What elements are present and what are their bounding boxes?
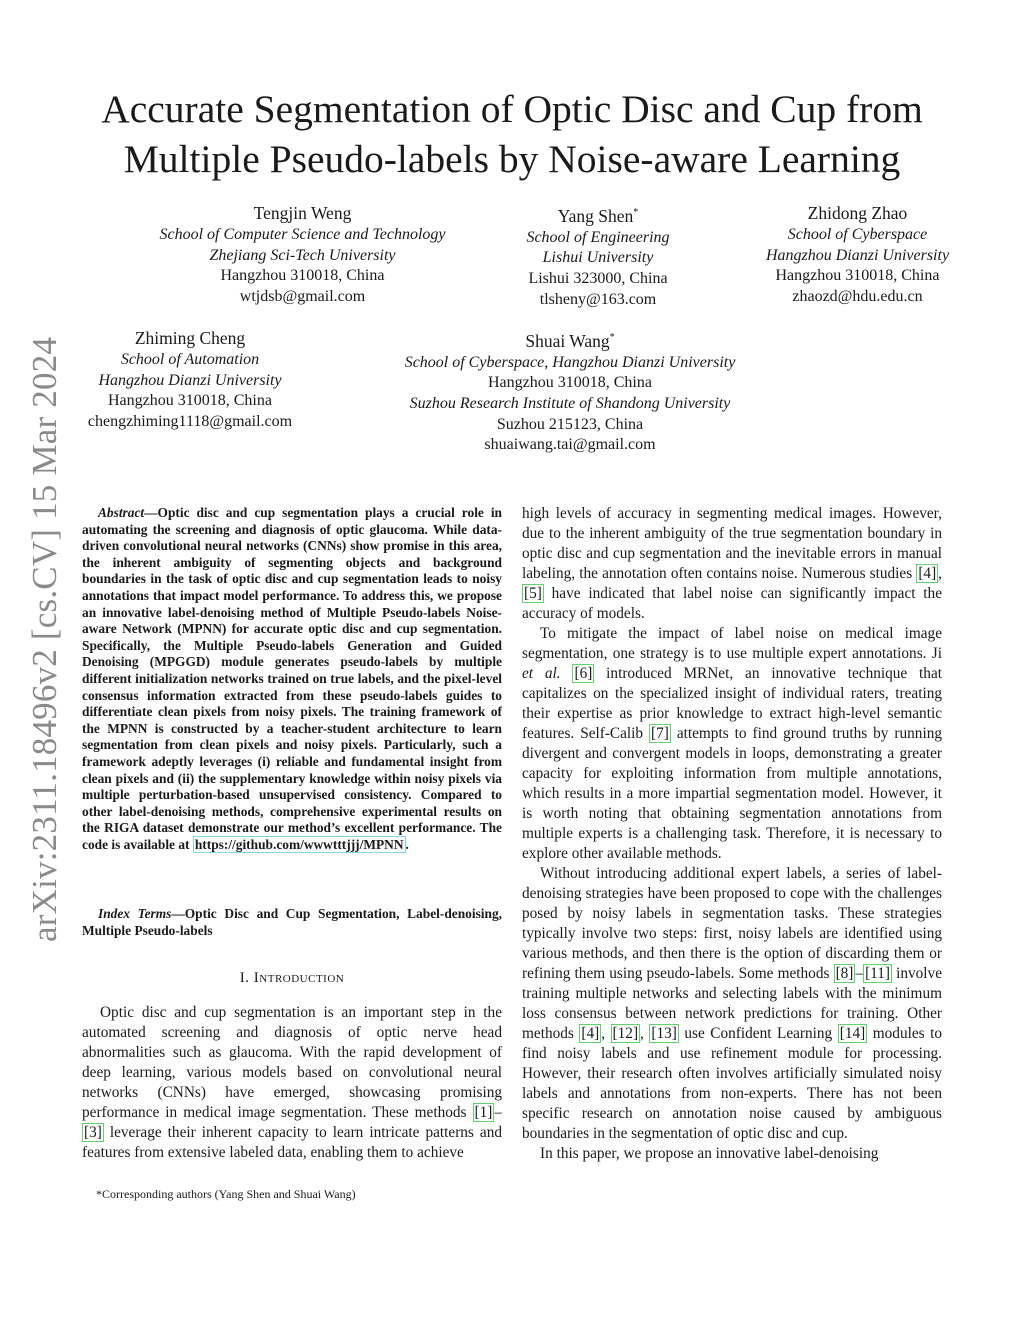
citation-link[interactable]: [5] [524,585,542,602]
citation-link[interactable]: [1] [474,1104,493,1121]
author-block-5 [385,327,755,456]
paragraph: To mitigate the impact of label noise on medical image segmentation, one strategy is to use multiple expert annotations. Ji et al. [6] introduced MRNet, an innovative technique that capitalizes on the specialized insight of individual raters, treating their expertise as prior knowledge to extract high-level semantic features. Self-Calib [7] attempts to find ground truths by running divergent and convergent models in loops, demonstrating a greater capacity for exploiting information from multiple annotations, which results in a more impartial segmentation model. However, it is worth noting that obtaining segmentation annotations from multiple experts is a challenging task. Therefore, it is necessary to explore other available methods. [522,625,942,862]
author-city: Hangzhou 310018, China [488,374,652,392]
index-terms-label: Index Terms [98,906,172,921]
paragraph: Without introducing additional expert labels, a series of label-denoising strategies have been proposed to cope with the challenges posed by noisy labels in segmentation tasks. These strategies typically involve two steps: first, noisy labels are identified using various methods, and then there is the option of discarding them or refining them using pseudo-labels. Some methods [8] – [11] involve training multiple networks and selecting labels with the minimum loss consensus between network predictions for training. Other methods [4] , [12] , [13] use Confident Learning [14] modules to find noisy labels and use refinement module for processing. However, their research often involves artificially simulated noisy labels and annotations from non-experts. There has not been specific research on annotation noise caused by ambiguous boundaries in the segmentation of optic disc and cup. [522,865,942,1142]
title-line-2: Multiple Pseudo-labels by Noise-aware Learning [123,137,901,181]
author-email: zhaozd@hdu.edu.cn [792,287,923,305]
author-city: Suzhou 215123, China [496,415,644,433]
author-block-4 [70,327,310,432]
index-terms-text: —Optic Disc and Cup Segmentation, Label-denoising, Multiple Pseudo-labels [82,906,502,938]
author-city: Hangzhou 310018, China [220,267,385,285]
author-block-2 [498,202,698,310]
section-title: Introduction [253,970,345,986]
footnote: *Corresponding authors (Yang Shen and Shuai Wang) [96,1187,356,1201]
abstract: Abstract—Optic disc and cup segmentation plays a crucial role in automating the screening and diagnosis of optic glaucoma. While data-driven convolutional neural networks (CNNs) show promise in this area, the inherent ambiguity of segmenting objects and background boundaries in the task of optic disc and cup segmentation leads to noisy annotations that impact model performance. To address this, we propose an innovative label-denoising method of Multiple Pseudo-labels Noise-aware Network (MPNN) for accurate optic disc and cup segmentation. Specifically, the Multiple Pseudo-labels Generation and Guided Denoising (MPGGD) module generates pseudo-labels by multiple different initialization networks trained on true labels, and the pixel-level consensus information extracted from these pseudo-labels guides to differentiate clean pixels from noisy pixels. The training framework of the MPNN is constructed by a teacher-student architecture to learn segmentation from clean pixels and noisy pixels. Particularly, such a framework adeptly leverages (i) reliable and fundamental insight from clean pixels and (ii) the supplementary knowledge within noisy pixels via multiple perturbation-based unsupervised consistency. Compared to other label-denoising methods, comprehensive experimental results on the RIGA dataset demonstrate our method’s excellent performance. The code is available at https://github.com/wwwtttjjj/MPNN . [82,505,502,852]
author-affiliation: School of Engineering [526,228,670,246]
author-email: shuaiwang.tai@gmail.com [484,436,656,454]
author-name: Zhidong Zhao [807,203,908,223]
author-affiliation: Hangzhou Dianzi University [98,371,282,389]
citation-link[interactable]: [13] [651,1025,677,1042]
section-number: I. [239,970,250,986]
arxiv-stamp: arXiv:2311.18496v2 [cs.CV] 15 Mar 2024 [25,336,64,942]
corresponding-mark: * [633,207,639,218]
author-email: tlsheny@163.com [539,290,657,308]
index-terms [82,906,502,939]
author-block-3 [735,202,980,307]
citation-link[interactable]: [4] [918,565,937,582]
code-link[interactable]: https://github.com/wwwtttjjj/MPNN [194,836,404,852]
section-heading [82,970,502,987]
author-affiliation: Suzhou Research Institute of Shandong University [409,395,731,413]
citation-link[interactable]: [14] [839,1025,866,1042]
citation-link[interactable]: [3] [84,1124,102,1141]
paper-title [60,84,964,184]
citation-link[interactable]: [12] [612,1025,639,1042]
author-affiliation: School of Computer Science and Technology [159,226,446,243]
author-affiliation: Lishui University [542,249,654,267]
author-block-1 [150,202,455,307]
citation-link[interactable]: [6] [574,665,593,682]
author-affiliation: School of Cyberspace [787,226,928,243]
author-name: Zhiming Cheng [134,328,246,348]
author-name: Tengjin Weng [253,203,352,223]
author-city: Hangzhou 310018, China [775,267,940,285]
author-affiliation: Hangzhou Dianzi University [765,246,950,264]
paragraph: In this paper, we propose an innovative label-denoising [540,1145,879,1162]
author-city: Hangzhou 310018, China [108,392,272,410]
left-column-body [82,1003,502,1163]
title-line-1: Accurate Segmentation of Optic Disc and Cup from [101,87,923,131]
citation-link[interactable]: [4] [581,1025,600,1042]
paragraph: high levels of accuracy in segmenting medical images. However, due to the inherent ambiguity of the true segmentation boundary in optic disc and cup segmentation and the inevitable errors in manual labeling, the annotation often contains noise. Numerous studies [4] , [5] have indicated that label noise can significantly impact the accuracy of models. [522,505,942,622]
abstract-text: —Optic disc and cup segmentation plays a crucial role in automating the screening and diagnosis of optic glaucoma. While data-driven convolutional neural networks (CNNs) show promise in this area, the inherent ambiguity of segmenting objects and background boundaries in the task of optic disc and cup segmentation leads to noisy annotations that impact model performance. To address this, we propose an innovative label-denoising method of Multiple Pseudo-labels Noise-aware Network (MPNN) for accurate optic disc and cup segmentation. Specifically, the Multiple Pseudo-labels Generation and Guided Denoising (MPGGD) module generates pseudo-labels by multiple different initialization networks trained on true labels, and the pixel-level consensus information extracted from these pseudo-labels guides to differentiate clean pixels from noisy pixels. The training framework of the MPNN is constructed by a teacher-student architecture to learn segmentation from clean pixels and noisy pixels. Particularly, such a framework adeptly leverages (i) reliable and fundamental insight from clean pixels and (ii) the supplementary knowledge within noisy pixels via multiple perturbation-based unsupervised consistency. Compared to other label-denoising methods, comprehensive experimental results on the RIGA dataset demonstrate our method’s excellent performance. The code is available at [82,505,502,852]
corresponding-mark: * [609,332,615,343]
author-affiliation: School of Automation [120,351,260,368]
author-affiliation: School of Cyberspace, Hangzhou Dianzi University [404,353,736,371]
author-name: Shuai Wang [525,330,610,351]
author-email: wtjdsb@gmail.com [239,287,366,305]
author-name: Yang Shen [557,205,634,226]
right-column-body [522,504,942,1164]
citation-link[interactable]: [8] [835,965,854,982]
author-city: Lishui 323000, China [528,270,668,288]
abstract-label: Abstract [98,505,145,520]
citation-link[interactable]: [11] [865,965,890,982]
author-email: chengzhiming1118@gmail.com [87,412,293,430]
author-affiliation: Zhejiang Sci-Tech University [209,246,396,264]
citation-link[interactable]: [7] [651,725,669,742]
paragraph: Optic disc and cup segmentation is an important step in the automated screening and diagnosis of optic nerve head abnormalities such as glaucoma. With the rapid development of deep learning, various models based on convolutional neural networks (CNNs) have emerged, showcasing promising performance in medical image segmentation. These methods [1] –[3] leverage their inherent capacity to learn intricate patterns and features from extensive labeled data, enabling them to achieve [82,1004,502,1161]
